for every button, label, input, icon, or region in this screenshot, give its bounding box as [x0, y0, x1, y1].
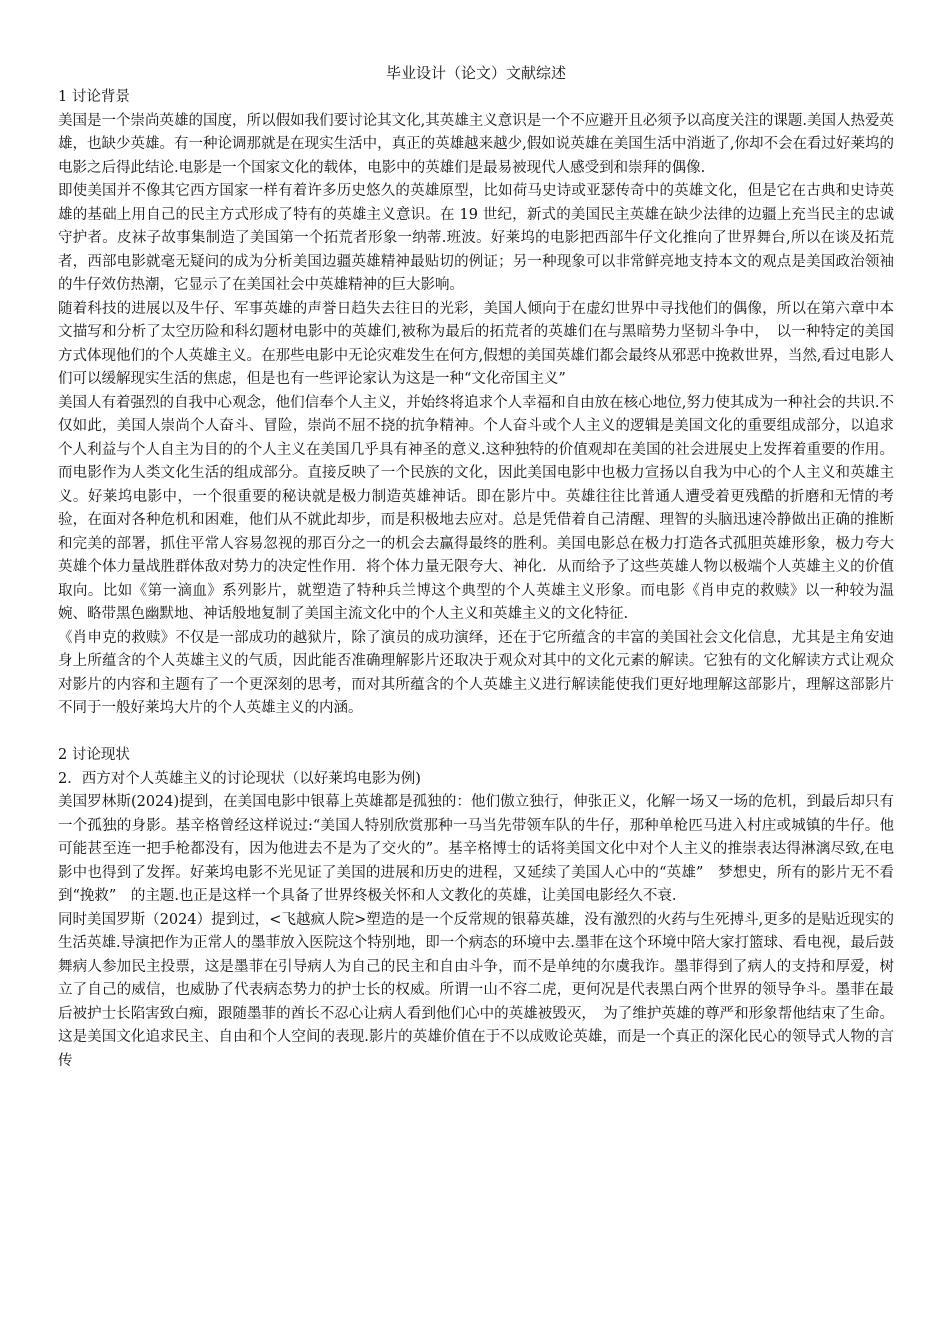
section-1-paragraph-5: 《肖申克的救赎》不仅是一部成功的越狱片，除了演员的成功演绎，还在于它所蕴含的丰富的美国社会文化信息，尤其是主角安迪身上所蕴含的个人英雄主义的气质，因此能否准确理解影片还取决于观众对其中的文化元素的解读。它独有的文化解读方式让观众对影片的内容和主题有了一个更深刻的思考，而对其所蕴含的个人英雄主义进行解读能使我们更好地理解这部影片，理解这部影片不同于一般好莱坞大片的个人英雄主义的内涵。	[58, 629, 894, 716]
section-2-subheading: 2．西方对个人英雄主义的讨论现状（以好莱坞电影为例)	[58, 770, 421, 787]
section-1-heading: 1 讨论背景	[58, 89, 130, 105]
section-1-paragraph-4: 美国人有着强烈的自我中心观念，他们信奉个人主义，并始终将追求个人幸福和自由放在核心地位,努力使其成为一种社会的共识.不仅如此，美国人崇尚个人奋斗、冒险，崇尚不屈不挠的抗争精神。个人奋斗或个人主义的逻辑是美国文化的重要组成部分，以追求个人利益与个人自主为目的的个人主义在美国几乎具有神圣的意义.这种独特的价值观却在美国的社会进展史上发挥着重要的作用。而电影作为人类文化生活的组成部分。直接反映了一个民族的文化，因此美国电影中也极力宣扬以自我为中心的个人主义和英雄主义。好莱坞电影中，一个很重要的秘诀就是极力制造英雄神话。即在影片中。英雄往往比普通人遭受着更残酷的折磨和无情的考验，在面对各种危机和困难，他们从不就此却步，而是积极地去应对。总是凭借着自己清醒、理智的头脑迅速冷静做出正确的推断和完美的部署，抓住平常人容易忽视的那百分之一的机会去赢得最终的胜利。美国电影总在极力打造各式孤胆英雄形象，极力夸大英雄个体力量战胜群体敌对势力的决定性作用．将个体力量无限夸大、神化．从而给予了这些英雄人物以极端个人英雄主义的价值取向。比如《第一滴血》系列影片，就塑造了特种兵兰博这个典型的个人英雄主义形象。而电影《肖申克的救赎》以一种较为温婉、略带黑色幽默地、神话般地复制了美国主流文化中的个人主义和英雄主义的文化特征.	[58, 394, 894, 622]
document-title: 毕业设计（论文）文献综述	[385, 64, 566, 82]
section-2-heading: 2 讨论现状	[58, 747, 130, 763]
section-1-paragraph-3: 随着科技的进展以及牛仔、军事英雄的声誉日趋失去往日的光彩，美国人倾向于在虚幻世界中寻找他们的偶像，所以在第六章中本文描写和分析了太空历险和科幻题材电影中的英雄们,被称为最后的拓荒者的英雄们在与黑暗势力坚韧斗争中， 以一种特定的美国方式体现他们的个人英雄主义。在那些电影中无论灾难发生在何方,假想的美国英雄们都会最终从邪恶中挽救世界，当然,看过电影人们可以缓解现实生活的焦虑，但是也有一些评论家认为这是一种“文化帝国主义”	[58, 300, 894, 387]
section-2-paragraph-2: 同时美国罗斯（2024）提到过，<飞越疯人院>塑造的是一个反常规的银幕英雄，没有激烈的火药与生死搏斗,更多的是贴近现实的生活英雄.导演把作为正常人的墨菲放入医院这个特别地，即一个病态的环境中去.墨菲在这个环境中陪大家打篮球、看电视，最后鼓舞病人参加民主投票，这是墨菲在引导病人为自己的民主和自由斗争，而不是单纯的尔虞我诈。墨菲得到了病人的支持和厚爱，树立了自己的威信，也威胁了代表病态势力的护士长的权威。所谓一山不容二虎，更何况是代表黑白两个世界的领导争斗。墨菲在最后被护士长陷害致白痴，跟随墨菲的酋长不忍心让病人看到他们心中的英雄被毁灭， 为了维护英雄的尊严和形象帮他结束了生命。这是美国文化追求民主、自由和个人空间的表现.影片的英雄价值在于不以成败论英雄，而是一个真正的深化民心的领导式人物的言传	[58, 911, 894, 1069]
section-1-paragraph-1: 美国是一个崇尚英雄的国度，所以假如我们要讨论其文化,其英雄主义意识是一个不应避开且必须予以高度关注的课题.美国人热爱英雄，也缺少英雄。有一种论调那就是在现实生活中，真正的英雄越来越少,假如说英雄在美国生活中消逝了,你却不会在看过好莱坞的电影之后得此结论.电影是一个国家文化的载体，电影中的英雄们是最易被现代人感受到和崇拜的偶像.	[58, 112, 894, 176]
section-1-paragraph-2: 即使美国并不像其它西方国家一样有着许多历史悠久的英雄原型，比如荷马史诗或亚瑟传奇中的英雄文化，但是它在古典和史诗英雄的基础上用自己的民主方式形成了特有的英雄主义意识。在 19 世纪，新式的美国民主英雄在缺少法律的边疆上充当民主的忠诚守护者。皮袜子故事集制造了美国第一个拓荒者形象一纳蒂.班波。好莱坞的电影把西部牛仔文化推向了世界舞台,所以在谈及拓荒者，西部电影就毫无疑问的成为分析美国边疆英雄精神最贴切的例证；另一种现象可以非常鲜亮地支持本文的观点是美国政治领袖的牛仔效仿热潮，它显示了在美国社会中英雄精神的巨大影响。	[58, 183, 894, 293]
document-page	[58, 62, 894, 1073]
blank-line	[58, 721, 894, 745]
section-2-paragraph-1: 美国罗林斯(2024)提到，在美国电影中银幕上英雄都是孤独的：他们傲立独行，伸张正义，化解一场又一场的危机，到最后却只有一个孤独的身影。基辛格曾经这样说过:“美国人特别欣赏那种一马当先带领车队的牛仔，那种单枪匹马进入村庄或城镇的牛仔。他可能甚至连一把手枪都没有，因为他进去不是为了交火的”。基辛格博士的话将美国文化中对个人主义的推崇表达得淋漓尽致,在电影中也得到了发挥。好莱坞电影不光见证了美国的进展和历史的进程，又延续了美国人心中的“英雄” 梦想史，所有的影片无不看到“挽救” 的主题.也正是这样一个具备了世界终极关怀和人文教化的英雄，让美国电影经久不衰.	[58, 794, 894, 904]
